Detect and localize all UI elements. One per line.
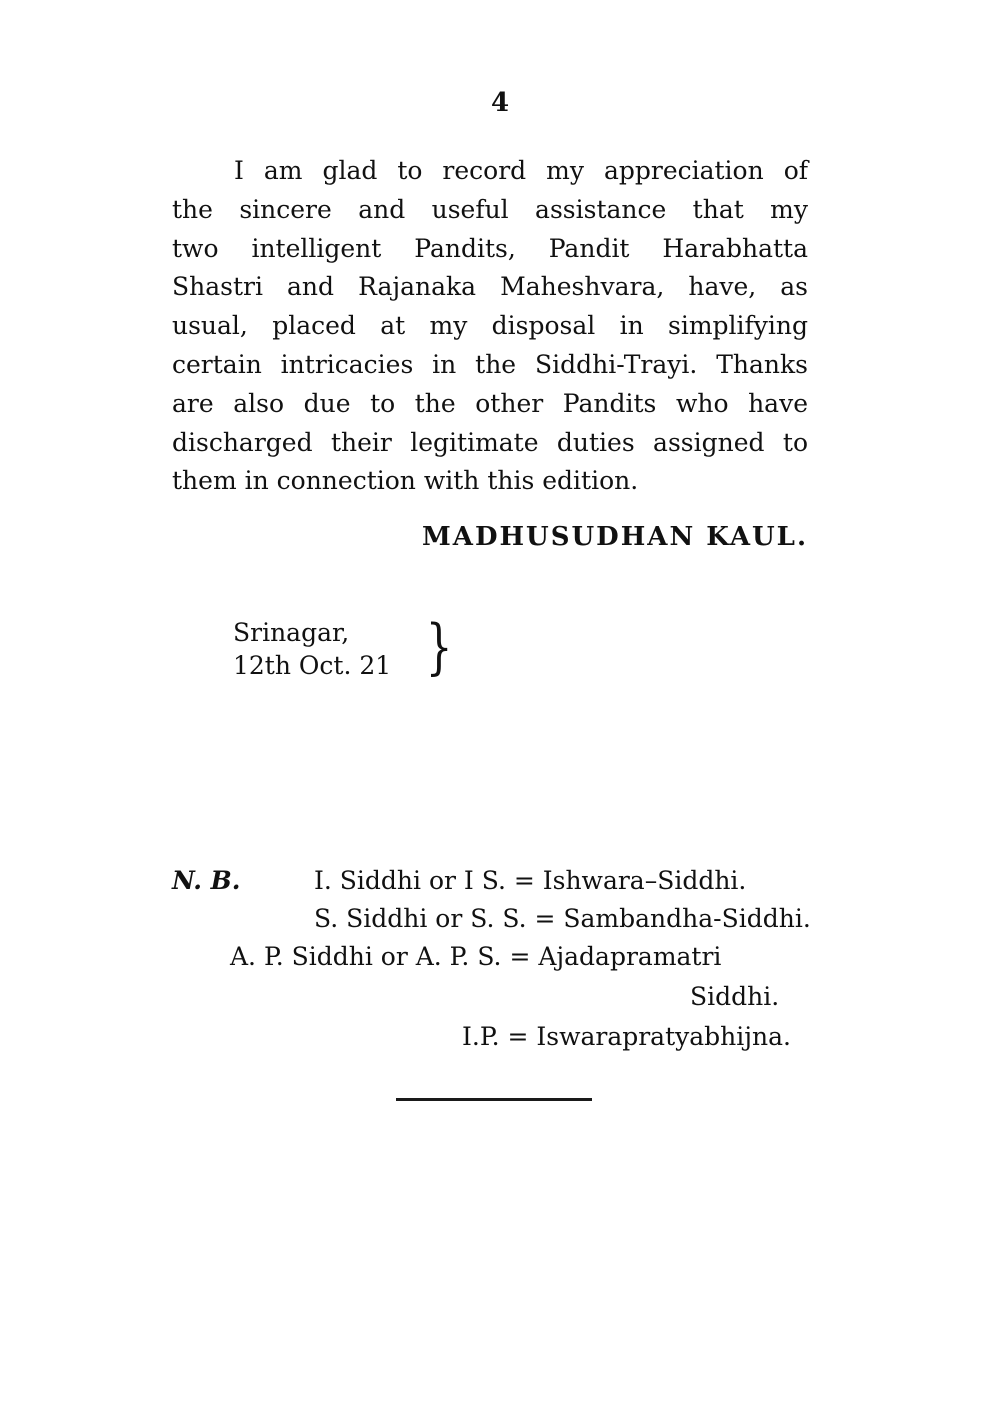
acknowledgement-paragraph xyxy=(172,152,808,501)
paragraph-line: are also due to the other Pandits who have xyxy=(172,388,808,418)
nb-entry: I.P. = Iswarapratyabhijna. xyxy=(462,1022,791,1051)
signature: MADHUSUDHAN KAUL. xyxy=(421,522,808,552)
nb-entry: A. P. Siddhi or A. P. S. = Ajadapramatri xyxy=(230,942,722,971)
nb-entry: I. Siddhi or I S. = Ishwara–Siddhi. xyxy=(314,866,747,895)
page-number: 4 xyxy=(490,88,510,118)
nb-entry: Siddhi. xyxy=(690,982,780,1011)
paragraph-line: usual, placed at my disposal in simplifying xyxy=(172,311,808,341)
place: Srinagar, xyxy=(233,618,350,647)
brace-glyph: } xyxy=(425,612,453,682)
paragraph-line: Shastri and Rajanaka Maheshvara, have, as xyxy=(172,272,808,302)
paragraph-line: I am glad to record my appreciation of xyxy=(234,156,808,185)
closing-rule xyxy=(396,1098,592,1101)
date: 12th Oct. 21 xyxy=(233,651,392,680)
nb-entry: S. Siddhi or S. S. = Sambandha-Siddhi. xyxy=(314,904,811,933)
nb-label: N. B. xyxy=(172,866,241,895)
paragraph-line: certain intricacies in the Siddhi-Trayi. Thanks xyxy=(172,349,808,379)
paragraph-line: the sincere and useful assistance that my xyxy=(172,194,808,224)
paragraph-line: discharged their legitimate duties assigned to xyxy=(172,427,808,457)
place-date-block xyxy=(233,616,391,682)
paragraph-line: two intelligent Pandits, Pandit Harabhatta xyxy=(172,233,808,263)
paragraph-line: them in connection with this edition. xyxy=(172,466,639,496)
